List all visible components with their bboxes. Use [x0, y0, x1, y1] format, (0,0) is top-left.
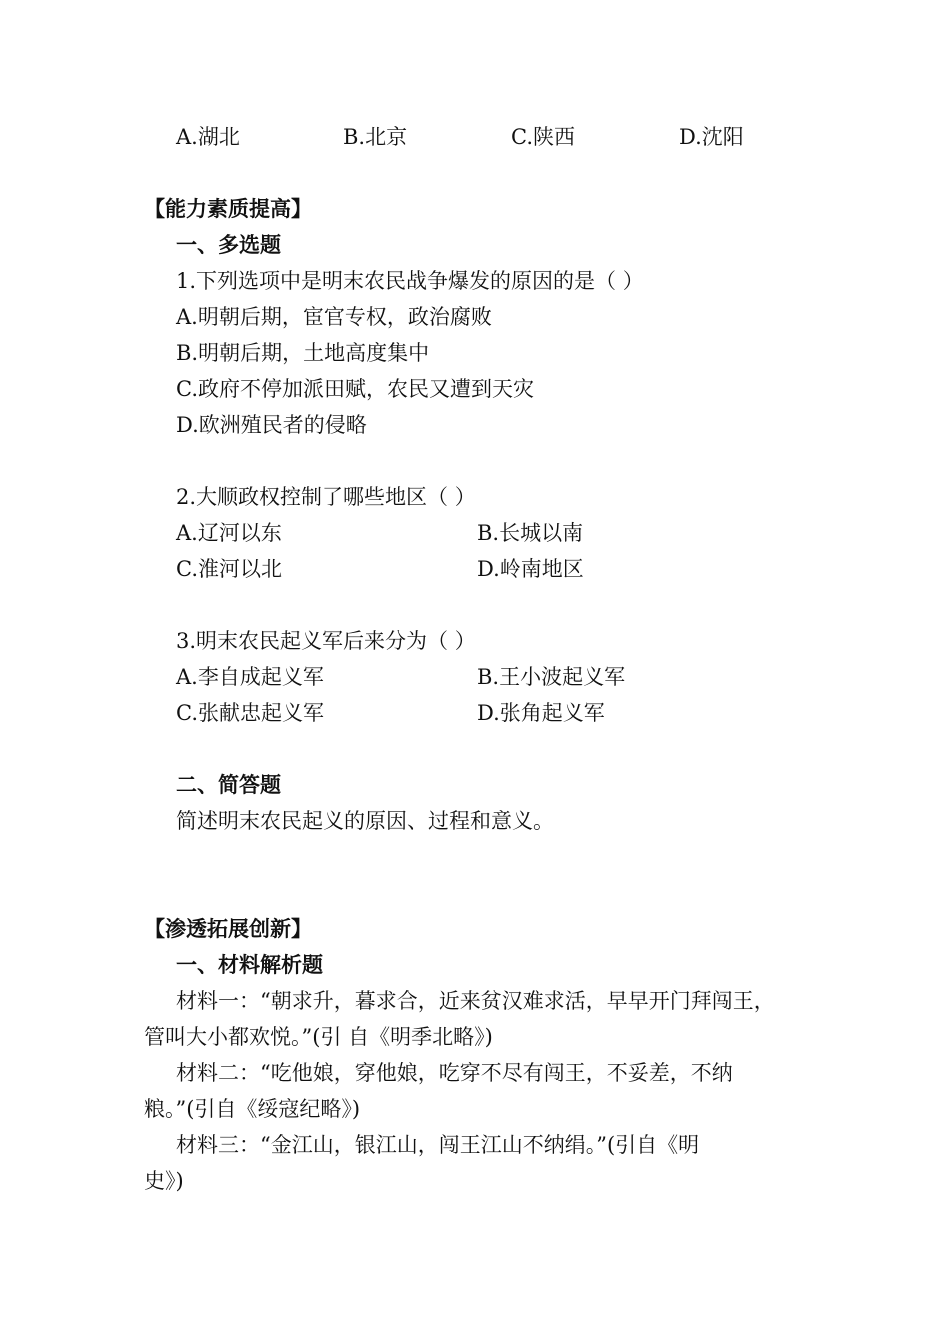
q3-option-d: D.张角起义军 [477, 701, 605, 725]
top-option-d: D.沈阳 [679, 125, 744, 149]
q1-option-d: D.欧洲殖民者的侵略 [176, 413, 367, 437]
q3-option-c: C.张献忠起义军 [176, 701, 324, 725]
short-answer-question: 简述明末农民起义的原因、过程和意义。 [176, 809, 554, 833]
material-2-line-2: 粮。”(引自《绥寇纪略》) [144, 1097, 361, 1121]
q2-option-a: A.辽河以东 [176, 521, 282, 545]
q2-option-d: D.岭南地区 [477, 557, 584, 581]
material-1-line-2: 管叫大小都欢悦。”(引 自《明季北略》) [144, 1025, 493, 1049]
multi-choice-title: 一、多选题 [176, 233, 281, 257]
q2-stem: 2.大顺政权控制了哪些地区（ ） [176, 485, 476, 509]
q1-stem: 1.下列选项中是明末农民战争爆发的原因的是（ ） [176, 269, 644, 293]
top-option-c: C.陕西 [511, 125, 575, 149]
material-3-line-2: 史》) [144, 1169, 184, 1193]
q3-stem: 3.明末农民起义军后来分为（ ） [176, 629, 476, 653]
q2-option-c: C.淮河以北 [176, 557, 282, 581]
q3-option-b: B.王小波起义军 [477, 665, 626, 689]
top-option-b: B.北京 [343, 125, 408, 149]
q1-option-a: A.明朝后期，宦官专权，政治腐败 [176, 305, 492, 329]
section-heading-ability: 【能力素质提高】 [144, 197, 312, 221]
section-heading-extension: 【渗透拓展创新】 [144, 917, 312, 941]
q1-option-b: B.明朝后期，土地高度集中 [176, 341, 430, 365]
material-1-line-1: 材料一：“朝求升，暮求合，近来贫汉难求活，早早开门拜闯王， [176, 989, 775, 1013]
q2-option-b: B.长城以南 [477, 521, 584, 545]
q1-option-c: C.政府不停加派田赋，农民又遭到天灾 [176, 377, 534, 401]
q3-option-a: A.李自成起义军 [176, 665, 324, 689]
material-3-line-1: 材料三：“金江山，银江山，闯王江山不纳绢。”(引自《明 [176, 1133, 700, 1157]
top-option-a: A.湖北 [176, 125, 240, 149]
material-2-line-1: 材料二：“吃他娘，穿他娘，吃穿不尽有闯王，不妥差，不纳 [176, 1061, 733, 1085]
short-answer-title: 二、简答题 [176, 773, 281, 797]
material-analysis-title: 一、材料解析题 [176, 953, 323, 977]
